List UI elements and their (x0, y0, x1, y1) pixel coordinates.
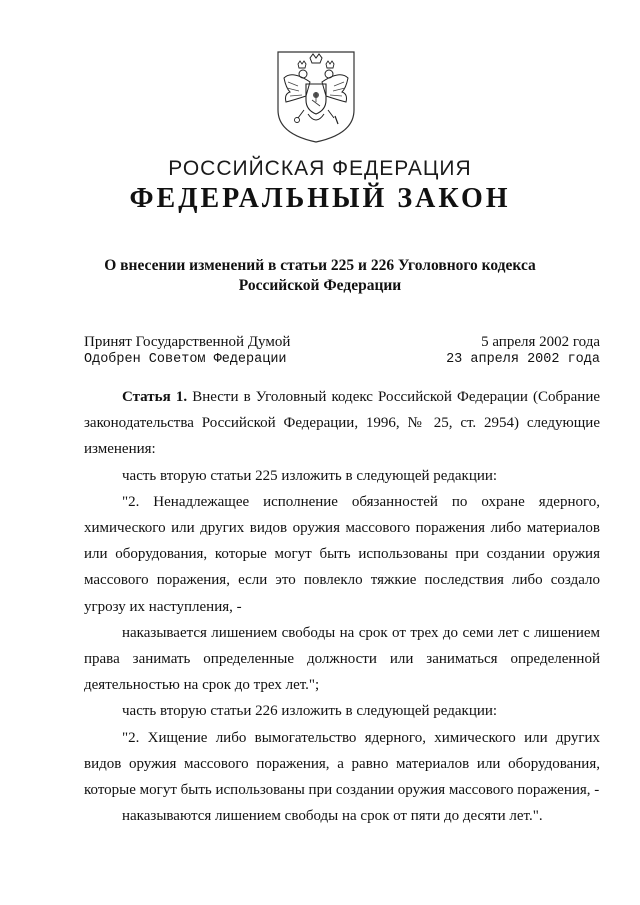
council-approval-row (84, 352, 600, 367)
law-title-line-1: О внесении изменений в статьи 225 и 226 Уголовного кодекса (104, 257, 536, 274)
law-title-line-2: Российской Федерации (238, 277, 402, 294)
law-type-heading: ФЕДЕРАЛЬНЫЙ ЗАКОН (129, 183, 511, 214)
paragraph-3: наказывается лишением свободы на срок от трех до семи лет с лишением права занимать определенные должности или заниматься определенной деятельностью на срок до трех лет."; (84, 624, 600, 694)
article-intro (84, 384, 600, 463)
paragraph-1: часть вторую статьи 225 изложить в следующей редакции: (122, 467, 498, 484)
law-title (100, 256, 540, 296)
country-heading: РОССИЙСКАЯ ФЕДЕРАЦИЯ (168, 157, 472, 180)
article-intro-text: Внести в Уголовный кодекс Российской Федерации (Собрание законодательства Российской Федерации, 1996, № 25, ст. 2954) следующие изменения: (84, 389, 600, 458)
duma-adoption-row (84, 334, 600, 351)
council-date: 23 апреля 2002 года (446, 352, 600, 367)
duma-label: Принят Государственной Думой (84, 334, 291, 350)
coat-of-arms-emblem (272, 48, 360, 144)
paragraph-5: "2. Хищение либо вымогательство ядерного, химического или других видов оружия массового поражения, а равно материалов или оборудования, которые могут быть использованы при создании оружия массового поражения, - (84, 729, 600, 799)
paragraph-6: наказываются лишением свободы на срок от пяти до десяти лет.". (122, 808, 543, 825)
article-body (84, 384, 600, 829)
article-label: Статья 1. (122, 389, 188, 405)
duma-date: 5 апреля 2002 года (481, 334, 600, 350)
paragraph-4: часть вторую статьи 226 изложить в следующей редакции: (122, 703, 498, 720)
paragraph-2: "2. Ненадлежащее исполнение обязанностей по охране ядерного, химического или других видов оружия массового поражения либо материалов или оборудования, которые могут быть использованы при создании оружия массового поражения, если это повлекло тяжкие последствия либо создало угрозу их наступления, - (84, 493, 600, 615)
council-label: Одобрен Советом Федерации (84, 352, 287, 367)
